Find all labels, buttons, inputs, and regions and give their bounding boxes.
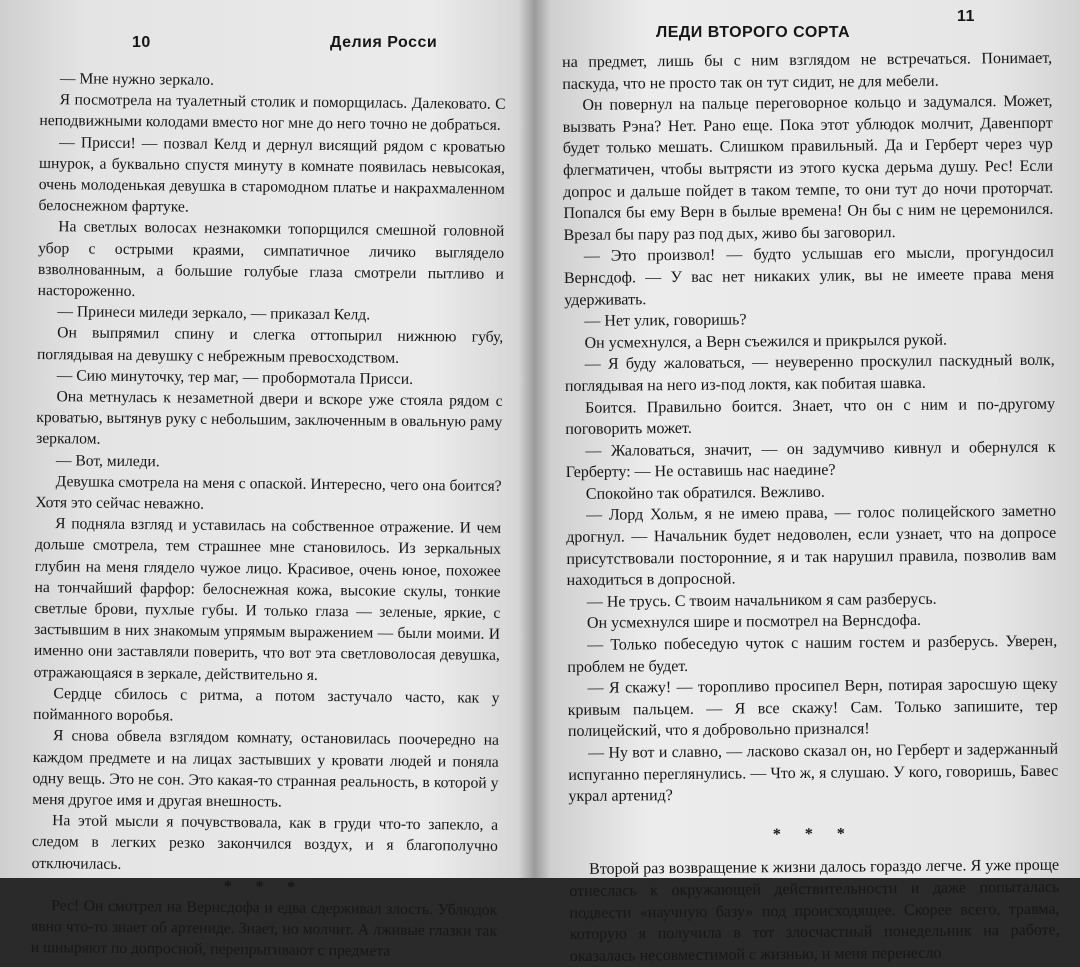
- paragraph: — Только побеседую чуток с нашим гостем и разберусь. Уверен, проблем не будет.: [567, 632, 1058, 676]
- paragraph: — Не трусь. С твоим начальником я сам разберусь.: [586, 590, 937, 611]
- paragraph: — Нет улик, говоришь?: [584, 311, 747, 330]
- paragraph: — Ну вот и славно, — ласково сказал он, но Герберт и задержанный испуганно переглянулись. — Что ж, я слушаю. У кого, говоришь, Бавес украл артенид?: [568, 740, 1059, 806]
- section-separator: * * *: [772, 825, 855, 843]
- running-head: Делия Росси: [330, 34, 438, 51]
- left-page-text: [31, 68, 506, 963]
- paragraph: Он выпрямил спину и слегка оттопырил нижнюю губу, поглядывая на девушку с небрежным превосходством.: [36, 324, 504, 367]
- paragraph: — Мне нужно зеркало.: [59, 70, 215, 89]
- paragraph: Боится. Правильно боится. Знает, что он с ним и по-другому поговорить может.: [565, 395, 1056, 439]
- section-separator: * * *: [223, 877, 306, 896]
- paragraph: Он усмехнулся, а Верн съежился и прикрылся рукой.: [584, 331, 948, 352]
- paragraph: — Это произвол! — будто услышав его мысли, прогундосил Вернсдоф. — У вас нет никаких улик, вы не имеете права меня удерживать.: [563, 244, 1055, 309]
- paragraph: — Я скажу! — торопливо просипел Верн, потирая заросшую щеку кривым пальцем. — Я все скажу! Сам. Только запишите, тер полицейский, что я добровольно признался!: [567, 675, 1058, 741]
- page-number: 11: [957, 8, 975, 25]
- paragraph: — Вот, миледи.: [55, 451, 160, 470]
- paragraph: — Присси! — позвал Келд и дернул висящий рядом с кроватью шнурок, а буквально спустя минуту в комнате появилась невысокая, очень молоденькая девушка в старомодном платье и накрахмаленном белоснежном фартуке.: [38, 133, 506, 216]
- paragraph: — Я буду жаловаться, — неуверенно проскулил паскудный волк, поглядывая на него из-под локтя, как побитая шавка.: [564, 352, 1055, 395]
- paragraph: — Жаловаться, значит, — он задумчиво кивнул и обернулся к Герберту: — Не оставишь нас наедине?: [565, 438, 1056, 482]
- paragraph: На этой мысли я почувствовала, как в груди что-то запекло, а следом в легких резко закончился воздух, и я благополучно отключилась.: [31, 812, 499, 873]
- paragraph: Второй раз возвращение к жизни далось гораздо легче. Я уже проще отнеслась к окружающей действительности и даже попыталась подвести «научную базу» под происходящее. Скорее всего, травма, которую я получила в тот злосчастный понедельник на работе, оказалась несовместимой с жизнью, и меня перенесло: [569, 857, 1060, 965]
- right-page-text: [562, 48, 1060, 967]
- right-page: [540, 0, 1080, 965]
- paragraph: Рес! Он смотрел на Вернсдофа и едва сдерживал злость. Ублюдок явно что-то знает об артениде. Знает, но молчит. А лживые глазки так и шныряют по допросной, перепрыгивают с предмета: [30, 897, 498, 961]
- right-page-header: [562, 8, 1052, 41]
- left-page-header: [40, 34, 506, 58]
- page-number: 10: [132, 34, 151, 51]
- paragraph: Он усмехнулся шире и посмотрел на Вернсдофа.: [586, 612, 922, 633]
- running-head: ЛЕДИ ВТОРОГО СОРТА: [656, 24, 851, 41]
- paragraph: — Сию минуточку, тер маг, — пробормотала Присси.: [56, 367, 414, 388]
- paragraph: Я снова обвела взглядом комнату, остановилась поочередно на каждом предмете и на лицах застывших у кровати людей и поняла одну вещь. Это не сон. Это какая-то странная реальность, в которой у меня другое имя и другая внешность.: [32, 727, 500, 811]
- paragraph: Я посмотрела на туалетный столик и поморщилась. Далековато. С неподвижными колодами вместо ног мне до него точно не добраться.: [39, 91, 506, 135]
- paragraph: Он повернул на пальце переговорное кольцо и задумался. Может, вызвать Рэна? Нет. Рано еще. Пока этот ублюдок молчит, Давенпорт будет только мешать. Слишком правильный. Да и Герберт через чур флегматичен, чтобы вытрясти из этого куска дерьма душу. Рес! Если допрос и дальше пойдет в таком темпе, то они тут до ночи проторчат. Попался бы ему Верн в былые времена! Он бы с ним не церемонился. Врезал бы пару раз под дых, живо бы заговорил.: [562, 92, 1054, 244]
- paragraph: На светлых волосах незнакомки топорщился смешной головной убор с острыми краями, симпатичное личико выглядело взволнованным, а большие голубые глаза смотрели пытливо и настороженно.: [37, 218, 505, 301]
- paragraph: Девушка смотрела на меня с опаской. Интересно, чего она боится? Хотя это сейчас неважно.: [35, 473, 502, 513]
- paragraph: — Принеси миледи зеркало, — приказал Келд.: [57, 303, 371, 324]
- paragraph: Я подняла взгляд и уставилась на собственное отражение. И чем дольше смотрела, тем страшнее мне становилось. Из зеркальных глубин на меня глядело чужое лицо. Красивое, очень юное, похожее на тончайший фарфор: белоснежная кожа, высокие скулы, тонкие светлые брови, пухлые губы. И только глаза — зеленые, яркие, с застывшим в них знакомым упрямым выражением — были моими. И именно они заставляли поверить, что вот эта светловолосая девушка, отражающаяся в зеркале, действительно я.: [33, 515, 502, 684]
- paragraph-continued: на предмет, лишь бы с ним взглядом не встречаться. Понимает, паскуда, что не просто так он тут сидит, не для мебели.: [562, 49, 1053, 93]
- paragraph: Сердце сбилось с ритма, а потом застучало часто, как у пойманного воробья.: [33, 685, 500, 725]
- paragraph: Она метнулась к незаметной двери и вскоре уже стояла рядом с кроватью, вытянув руку с небольшим, заключенным в овальную раму зеркалом.: [36, 388, 503, 449]
- left-page: [0, 0, 530, 961]
- paragraph: Спокойно так обратился. Вежливо.: [585, 483, 825, 503]
- paragraph: — Лорд Хольм, я не имею права, — голос полицейского заметно дрогнул. — Начальник будет недоволен, если узнает, что на допросе присутствовали посторонние, я и так нарушил правила, позволив вам находиться в допросной.: [566, 503, 1057, 590]
